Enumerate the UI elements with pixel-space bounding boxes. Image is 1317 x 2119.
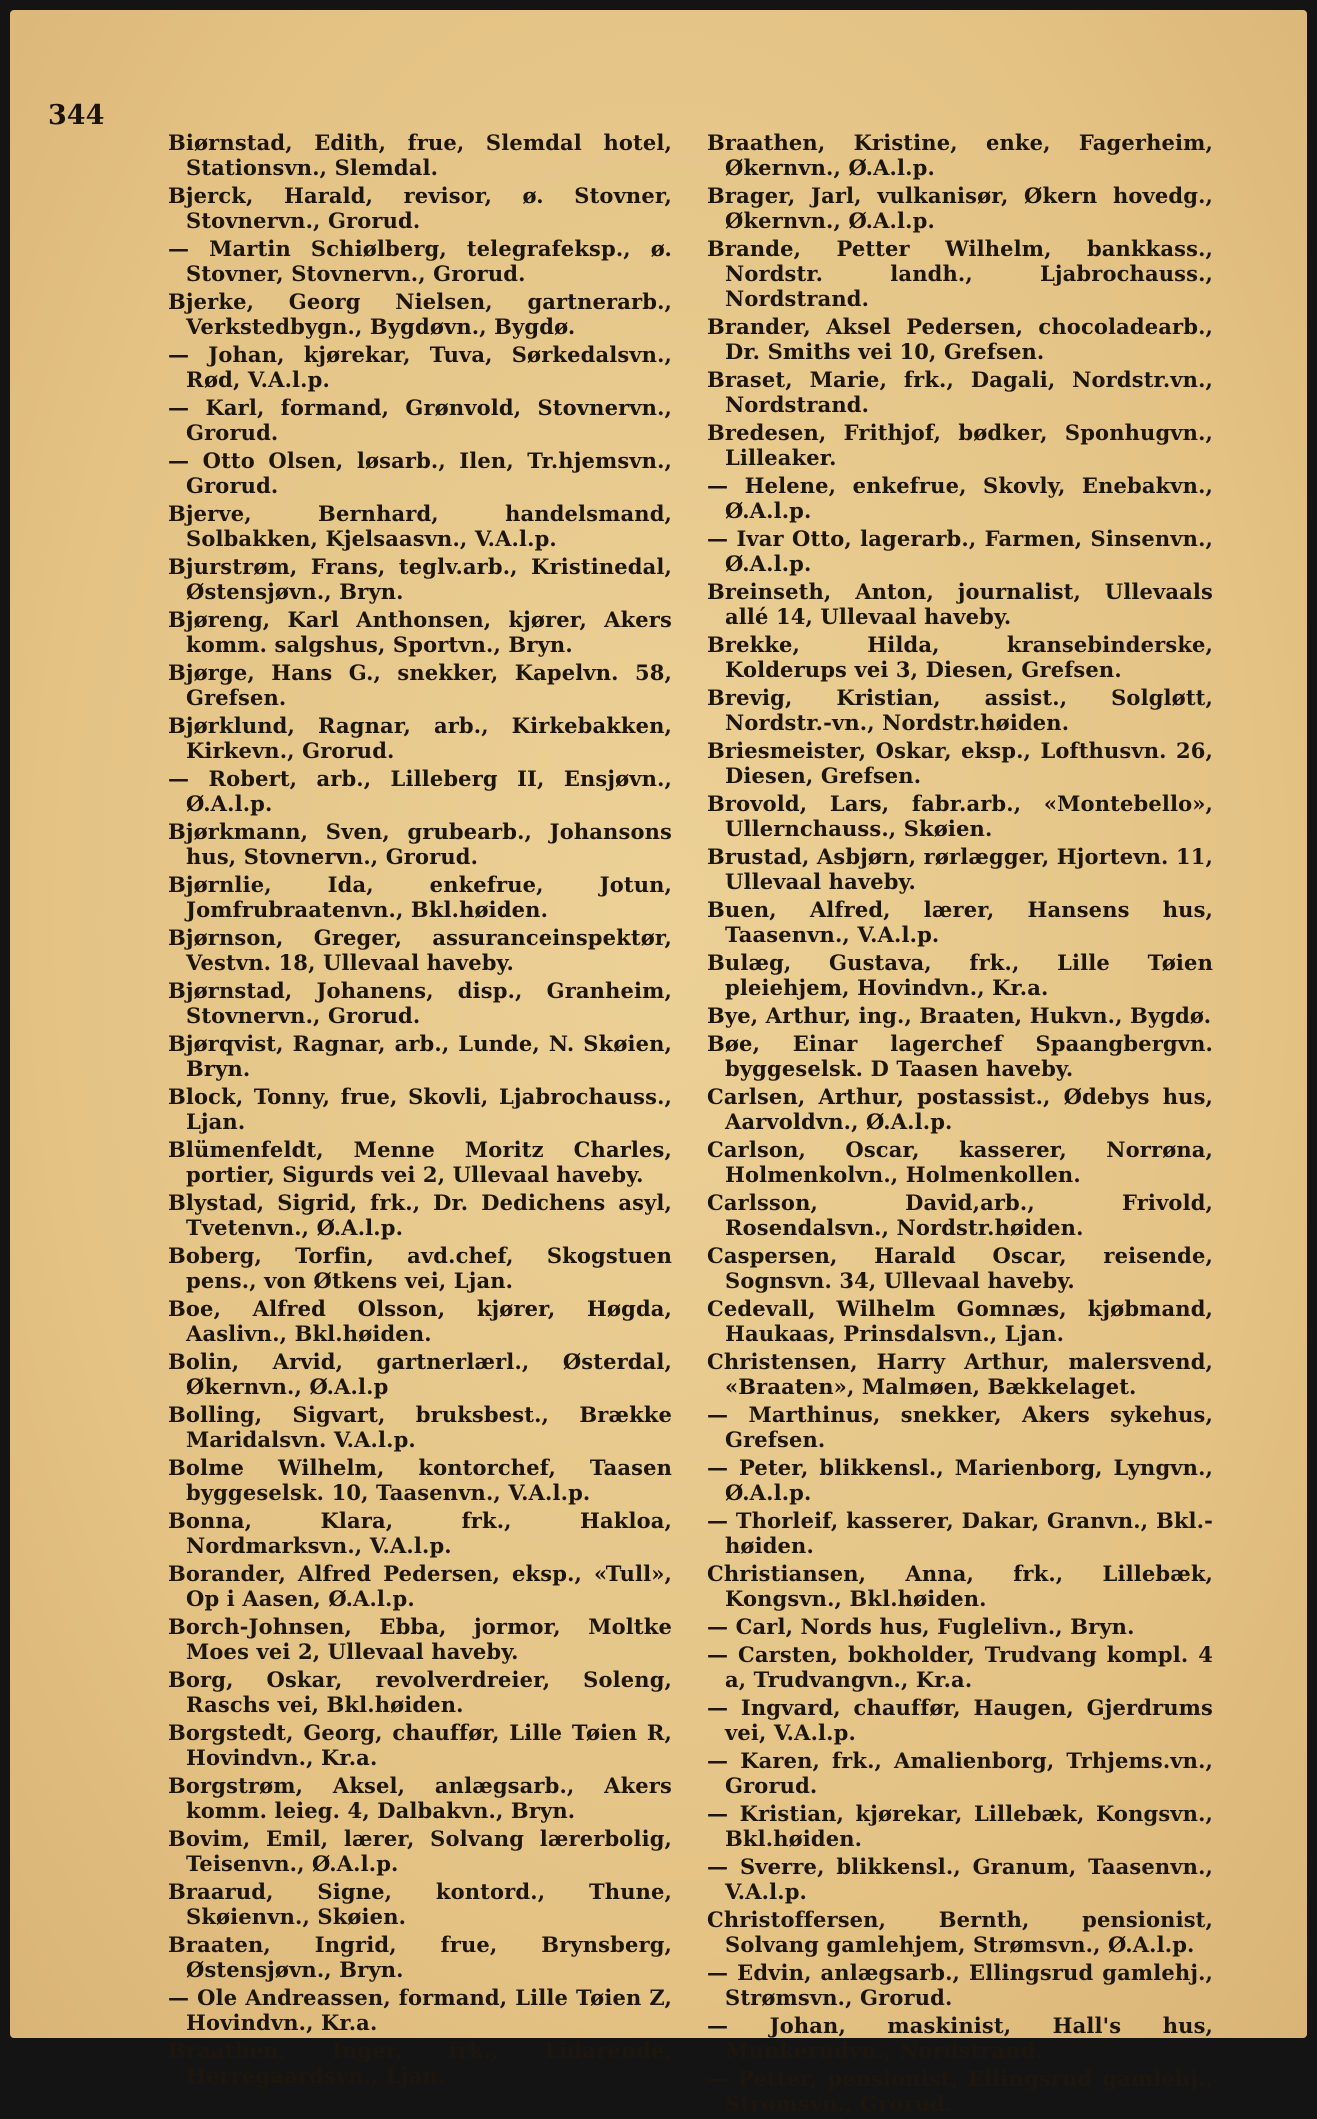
directory-entry: Bolling, Sigvart, bruksbest., Brække Maridalsvn. V.A.l.p. <box>168 1402 672 1453</box>
directory-entry: Bonna, Klara, frk., Hakloa, Nordmarksvn., V.A.l.p. <box>168 1508 672 1559</box>
directory-entry: Bjerck, Harald, revisor, ø. Stovner, Stovnervn., Grorud. <box>168 183 672 234</box>
directory-entry: Borch-Johnsen, Ebba, jormor, Moltke Moes vei 2, Ullevaal haveby. <box>168 1614 672 1665</box>
directory-entry: Bjurstrøm, Frans, teglv.arb., Kristinedal, Østensjøvn., Bryn. <box>168 554 672 605</box>
directory-entry: — Otto Olsen, løsarb., Ilen, Tr.hjemsvn., Grorud. <box>168 448 672 499</box>
directory-entry: Bjørnlie, Ida, enkefrue, Jotun, Jomfrubraatenvn., Bkl.høiden. <box>168 872 672 923</box>
directory-entry: — Kristian, kjørekar, Lillebæk, Kongsvn., Bkl.høiden. <box>707 1800 1213 1851</box>
left-column <box>168 130 672 2091</box>
directory-entry: Briesmeister, Oskar, eksp., Lofthusvn. 26, Diesen, Grefsen. <box>707 738 1213 789</box>
directory-entry: Caspersen, Harald Oscar, reisende, Sognsvn. 34, Ullevaal haveby. <box>707 1243 1213 1294</box>
directory-entry: Braarud, Signe, kontord., Thune, Skøienvn., Skøien. <box>168 1879 672 1930</box>
directory-entry: Bjerve, Bernhard, handelsmand, Solbakken, Kjelsaasvn., V.A.l.p. <box>168 501 672 552</box>
directory-entry: Brander, Aksel Pedersen, chocoladearb., Dr. Smiths vei 10, Grefsen. <box>707 314 1213 365</box>
directory-entry: Brande, Petter Wilhelm, bankkass., Nordstr. landh., Ljabrochauss., Nordstrand. <box>707 236 1213 312</box>
directory-entry: — Edvin, anlægsarb., Ellingsrud gamlehj., Strømsvn., Grorud. <box>707 1959 1213 2010</box>
directory-entry: Blystad, Sigrid, frk., Dr. Dedichens asyl, Tvetenvn., Ø.A.l.p. <box>168 1190 672 1241</box>
directory-entry: Borander, Alfred Pedersen, eksp., «Tull», Op i Aasen, Ø.A.l.p. <box>168 1561 672 1612</box>
directory-entry: — Johan, kjørekar, Tuva, Sørkedalsvn., Rød, V.A.l.p. <box>168 342 672 393</box>
directory-entry: Bredesen, Frithjof, bødker, Sponhugvn., Lilleaker. <box>707 420 1213 471</box>
directory-entry: Blümenfeldt, Menne Moritz Charles, portier, Sigurds vei 2, Ullevaal haveby. <box>168 1137 672 1188</box>
directory-entry: Bjørqvist, Ragnar, arb., Lunde, N. Skøien, Bryn. <box>168 1031 672 1082</box>
directory-entry: — Petter, pensionist, Ellingsrud gamlehj., Strømsvn., Grorud. <box>707 2065 1213 2116</box>
right-column <box>707 130 1213 2119</box>
directory-entry: Boberg, Torfin, avd.chef, Skogstuen pens., von Øtkens vei, Ljan. <box>168 1243 672 1294</box>
directory-entry: Bolin, Arvid, gartnerlærl., Østerdal, Økernvn., Ø.A.l.p <box>168 1349 672 1400</box>
directory-entry: — Johan, maskinist, Hall's hus, Munkerudvn., Nordstrand. <box>707 2012 1213 2063</box>
directory-entry: — Marthinus, snekker, Akers sykehus, Grefsen. <box>707 1402 1213 1453</box>
directory-entry: Bjørklund, Ragnar, arb., Kirkebakken, Kirkevn., Grorud. <box>168 713 672 764</box>
directory-entry: Brager, Jarl, vulkanisør, Økern hovedg., Økernvn., Ø.A.l.p. <box>707 183 1213 234</box>
directory-entry: Bulæg, Gustava, frk., Lille Tøien pleiehjem, Hovindvn., Kr.a. <box>707 950 1213 1001</box>
directory-entry: — Helene, enkefrue, Skovly, Enebakvn., Ø.A.l.p. <box>707 473 1213 524</box>
directory-entry: Carlson, Oscar, kasserer, Norrøna, Holmenkolvn., Holmenkollen. <box>707 1137 1213 1188</box>
directory-entry: Brovold, Lars, fabr.arb., «Montebello», Ullernchauss., Skøien. <box>707 791 1213 842</box>
directory-entry: Bøe, Einar lagerchef Spaangbergvn. byggeselsk. D Taasen haveby. <box>707 1031 1213 1082</box>
directory-entry: — Ole Andreassen, formand, Lille Tøien Z, Hovindvn., Kr.a. <box>168 1985 672 2036</box>
page-number: 344 <box>48 100 105 131</box>
directory-entry: Bye, Arthur, ing., Braaten, Hukvn., Bygdø. <box>707 1003 1212 1029</box>
directory-entry: Biørnstad, Edith, frue, Slemdal hotel, Stationsvn., Slemdal. <box>168 130 672 181</box>
directory-entry: Bjørge, Hans G., snekker, Kapelvn. 58, Grefsen. <box>168 660 672 711</box>
directory-entry: Brevig, Kristian, assist., Solgløtt, Nordstr.-vn., Nordstr.høiden. <box>707 685 1213 736</box>
directory-entry: Borgstrøm, Aksel, anlægsarb., Akers komm. leieg. 4, Dalbakvn., Bryn. <box>168 1773 672 1824</box>
directory-entry: Braaten, Ingrid, frue, Brynsberg, Østensjøvn., Bryn. <box>168 1932 672 1983</box>
directory-entry: Borgstedt, Georg, chauffør, Lille Tøien R, Hovindvn., Kr.a. <box>168 1720 672 1771</box>
directory-entry: — Thorleif, kasserer, Dakar, Granvn., Bkl.-høiden. <box>707 1508 1213 1559</box>
directory-entry: Bjørnstad, Johanens, disp., Granheim, Stovnervn., Grorud. <box>168 978 672 1029</box>
directory-entry: Boe, Alfred Olsson, kjører, Høgda, Aaslivn., Bkl.høiden. <box>168 1296 672 1347</box>
directory-entry: Bolme Wilhelm, kontorchef, Taasen byggeselsk. 10, Taasenvn., V.A.l.p. <box>168 1455 672 1506</box>
directory-entry: — Peter, blikkensl., Marienborg, Lyngvn., Ø.A.l.p. <box>707 1455 1213 1506</box>
directory-entry: Borg, Oskar, revolverdreier, Soleng, Raschs vei, Bkl.høiden. <box>168 1667 672 1718</box>
directory-entry: — Ivar Otto, lagerarb., Farmen, Sinsenvn., Ø.A.l.p. <box>707 526 1213 577</box>
directory-entry: Christensen, Harry Arthur, malersvend, «Braaten», Malmøen, Bækkelaget. <box>707 1349 1213 1400</box>
directory-entry: — Carl, Nords hus, Fuglelivn., Bryn. <box>707 1614 1135 1639</box>
directory-entry: Breinseth, Anton, journalist, Ullevaals allé 14, Ullevaal haveby. <box>707 579 1213 630</box>
directory-entry: Bjørkmann, Sven, grubearb., Johansons hus, Stovnervn., Grorud. <box>168 819 672 870</box>
directory-entry: Braathen, Kristine, enke, Fagerheim, Økernvn., Ø.A.l.p. <box>707 130 1213 181</box>
directory-entry: — Robert, arb., Lilleberg II, Ensjøvn., Ø.A.l.p. <box>168 766 672 817</box>
directory-entry: Brekke, Hilda, kransebinderske, Kolderups vei 3, Diesen, Grefsen. <box>707 632 1213 683</box>
directory-entry: Christiansen, Anna, frk., Lillebæk, Kongsvn., Bkl.høiden. <box>707 1561 1213 1612</box>
directory-entry: Carlsen, Arthur, postassist., Ødebys hus, Aarvoldvn., Ø.A.l.p. <box>707 1084 1213 1135</box>
directory-entry: Braathen, Inger, frk., Lidarende, Herregaardsvn., Ljan. <box>168 2038 672 2089</box>
directory-entry: Cedevall, Wilhelm Gomnæs, kjøbmand, Haukaas, Prinsdalsvn., Ljan. <box>707 1296 1213 1347</box>
directory-entry: Block, Tonny, frue, Skovli, Ljabrochauss., Ljan. <box>168 1084 672 1135</box>
directory-entry: Braset, Marie, frk., Dagali, Nordstr.vn., Nordstrand. <box>707 367 1213 418</box>
directory-entry: — Karen, frk., Amalienborg, Trhjems.vn., Grorud. <box>707 1747 1213 1798</box>
directory-entry: — Ingvard, chauffør, Haugen, Gjerdrums vei, V.A.l.p. <box>707 1694 1213 1745</box>
directory-entry: Bjerke, Georg Nielsen, gartnerarb., Verkstedbygn., Bygdøvn., Bygdø. <box>168 289 672 340</box>
directory-page <box>10 10 1307 2116</box>
directory-entry: — Sverre, blikkensl., Granum, Taasenvn., V.A.l.p. <box>707 1853 1213 1904</box>
directory-entry: Bjørnson, Greger, assuranceinspektør, Vestvn. 18, Ullevaal haveby. <box>168 925 672 976</box>
directory-entry: Brustad, Asbjørn, rørlægger, Hjortevn. 11, Ullevaal haveby. <box>707 844 1213 895</box>
directory-entry: Christoffersen, Bernth, pensionist, Solvang gamlehjem, Strømsvn., Ø.A.l.p. <box>707 1906 1213 1957</box>
directory-entry: Carlsson, David,arb., Frivold, Rosendalsvn., Nordstr.høiden. <box>707 1190 1213 1241</box>
directory-entry: Buen, Alfred, lærer, Hansens hus, Taasenvn., V.A.l.p. <box>707 897 1213 948</box>
directory-entry: — Karl, formand, Grønvold, Stovnervn., Grorud. <box>168 395 672 446</box>
directory-entry: Bovim, Emil, lærer, Solvang lærerbolig, Teisenvn., Ø.A.l.p. <box>168 1826 672 1877</box>
directory-entry: Bjøreng, Karl Anthonsen, kjører, Akers komm. salgshus, Sportvn., Bryn. <box>168 607 672 658</box>
directory-entry: — Carsten, bokholder, Trudvang kompl. 4 a, Trudvangvn., Kr.a. <box>707 1641 1213 1692</box>
directory-entry: — Martin Schiølberg, telegrafeksp., ø. Stovner, Stovnervn., Grorud. <box>168 236 672 287</box>
